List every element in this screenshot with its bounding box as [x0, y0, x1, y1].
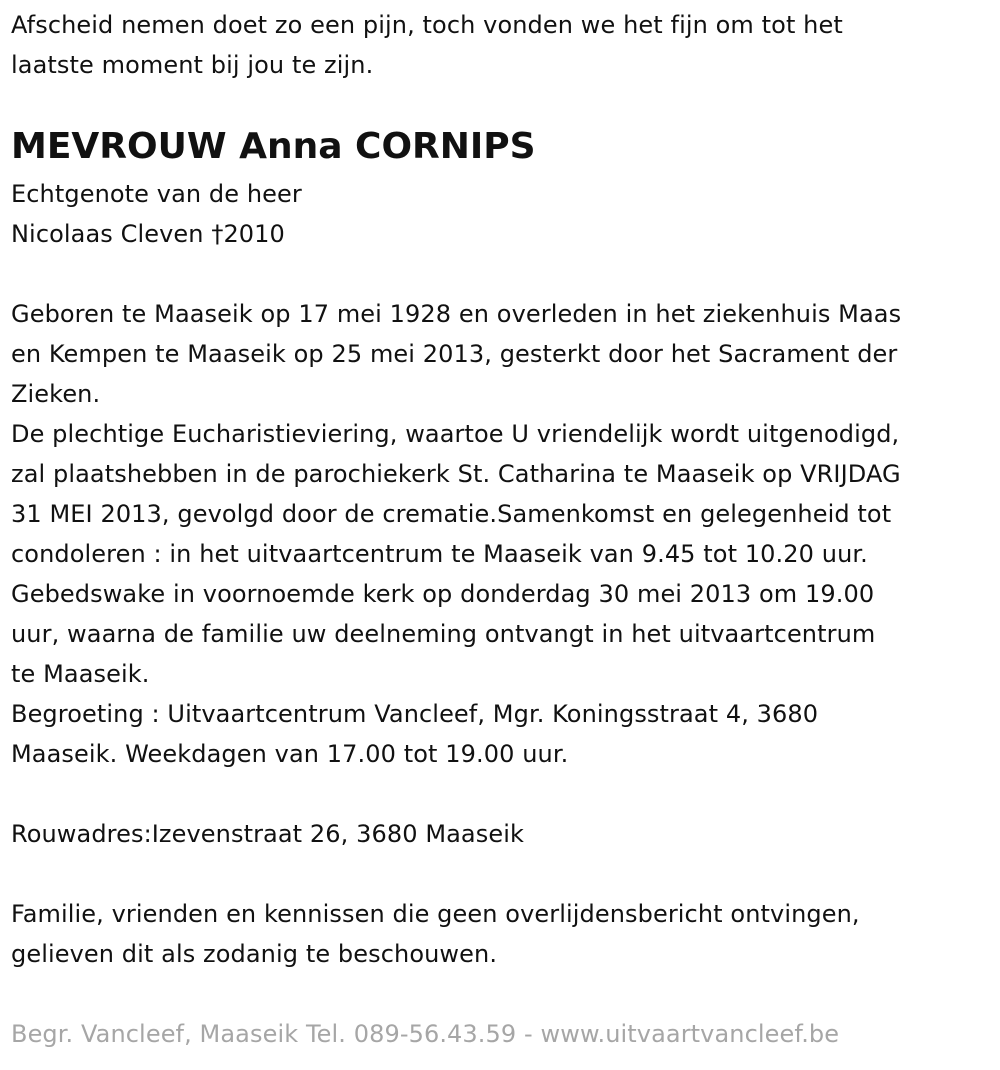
closing-line: Familie, vrienden en kennissen die geen overlijdensbericht ontvingen, [11, 900, 860, 928]
body-line: Gebedswake in voornoemde kerk op donderdag 30 mei 2013 om 19.00 [11, 580, 875, 608]
body-line: Begroeting : Uitvaartcentrum Vancleef, Mgr. Koningsstraat 4, 3680 [11, 700, 819, 728]
closing-note [11, 894, 860, 974]
body-line: De plechtige Eucharistieviering, waartoe U vriendelijk wordt uitgenodigd, [11, 420, 900, 448]
body-line: Maaseik. Weekdagen van 17.00 tot 19.00 uur. [11, 740, 569, 768]
spouse-name: Nicolaas Cleven [11, 220, 212, 248]
body-line: en Kempen te Maaseik op 25 mei 2013, gesterkt door het Sacrament der [11, 340, 898, 368]
deceased-name: MEVROUW Anna CORNIPS [11, 126, 536, 167]
body-line: te Maaseik. [11, 660, 150, 688]
intro-line: Afscheid nemen doet zo een pijn, toch vonden we het fijn om tot het [11, 11, 843, 39]
body-line: Zieken. [11, 380, 101, 408]
intro-verse [11, 5, 843, 85]
body-line: zal plaatshebben in de parochiekerk St. Catharina te Maaseik op VRIJDAG [11, 460, 901, 488]
cross-icon: † [211, 220, 224, 248]
body-line: condoleren : in het uitvaartcentrum te Maaseik van 9.45 tot 10.20 uur. [11, 540, 868, 568]
mourning-address: Rouwadres:Izevenstraat 26, 3680 Maaseik [11, 820, 524, 848]
closing-line: gelieven dit als zodanig te beschouwen. [11, 940, 498, 968]
spouse-line [11, 214, 302, 254]
spouse-info [11, 174, 302, 254]
spouse-line: Echtgenote van de heer [11, 180, 302, 208]
body-line: uur, waarna de familie uw deelneming ontvangt in het uitvaartcentrum [11, 620, 876, 648]
body-line: 31 MEI 2013, gevolgd door de crematie.Samenkomst en gelegenheid tot [11, 500, 892, 528]
intro-line: laatste moment bij jou te zijn. [11, 51, 374, 79]
body-line: Geboren te Maaseik op 17 mei 1928 en overleden in het ziekenhuis Maas [11, 300, 902, 328]
notice-body [11, 294, 901, 774]
spouse-death-year: 2010 [223, 220, 285, 248]
funeral-home-footer: Begr. Vancleef, Maaseik Tel. 089-56.43.59 - www.uitvaartvancleef.be [11, 1020, 840, 1048]
